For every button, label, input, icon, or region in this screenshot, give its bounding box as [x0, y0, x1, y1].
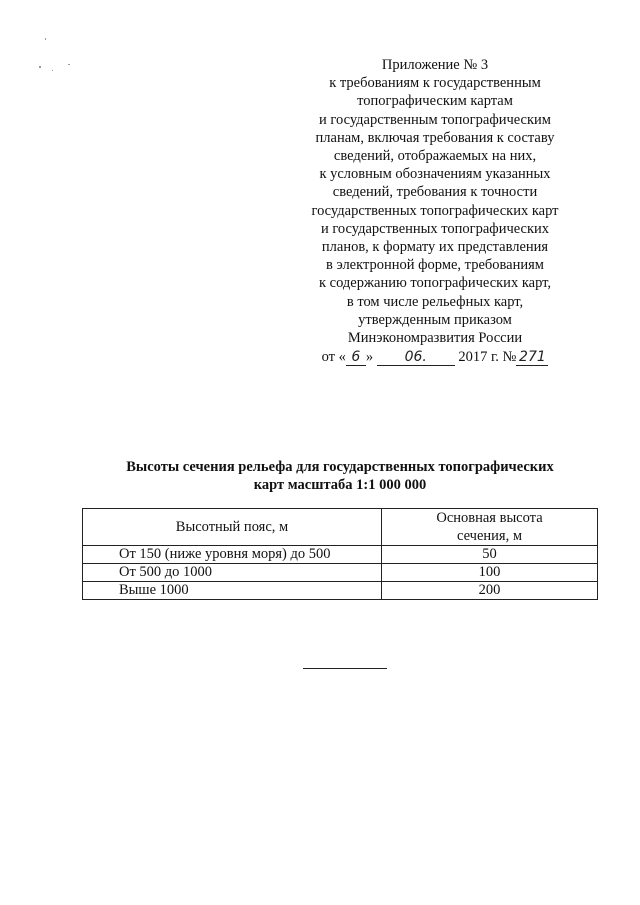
- header-zone: Высотный пояс, м: [83, 509, 382, 546]
- table-row: [83, 582, 598, 600]
- scan-speck: [52, 70, 53, 71]
- date-prefix: от «: [321, 349, 346, 366]
- table-title-line-2: карт масштаба 1:1 000 000: [253, 477, 427, 493]
- table-row: [83, 546, 598, 564]
- order-number: 271: [519, 349, 546, 366]
- order-date-line: [300, 348, 570, 366]
- appendix-line: топографическим картам: [357, 93, 513, 110]
- appendix-line: в том числе рельефных карт,: [346, 293, 524, 310]
- appendix-line: и государственных топографических: [320, 220, 550, 237]
- row-height: 200: [382, 582, 598, 600]
- date-month: 06.: [404, 349, 427, 366]
- appendix-line: к содержанию топографических карт,: [318, 275, 552, 292]
- header-height: [382, 509, 598, 546]
- end-divider: [303, 668, 387, 669]
- table-row: [83, 564, 598, 582]
- appendix-line: в электронной форме, требованиям: [326, 257, 544, 274]
- appendix-line: к условным обозначениям указанных: [319, 166, 551, 183]
- appendix-line: Минэкономразвития России: [347, 330, 523, 347]
- row-height: 50: [382, 546, 598, 564]
- appendix-line: к требованиям к государственным: [329, 75, 541, 92]
- row-zone: От 500 до 1000: [83, 564, 382, 582]
- row-zone: Выше 1000: [83, 582, 382, 600]
- header-height-line-2: сечения, м: [456, 528, 523, 544]
- date-month-field: [377, 350, 455, 366]
- row-zone: От 150 (ниже уровня моря) до 500: [83, 546, 382, 564]
- appendix-line: государственных топографических карт: [311, 202, 559, 219]
- date-day: 6: [351, 349, 361, 366]
- contour-interval-table: [82, 508, 598, 600]
- table-title: [80, 458, 600, 494]
- order-number-field: [516, 350, 548, 366]
- row-height: 100: [382, 564, 598, 582]
- date-day-field: [346, 350, 366, 366]
- appendix-line: планам, включая требования к составу: [315, 129, 555, 146]
- header-height-line-1: Основная высота: [436, 510, 543, 526]
- appendix-header: [300, 56, 570, 366]
- appendix-line: Приложение № 3: [381, 57, 489, 73]
- appendix-line: и государственным топографическим: [319, 111, 551, 128]
- appendix-line: планов, к формату их представления: [321, 239, 549, 256]
- scan-speck: [39, 66, 41, 68]
- appendix-line: сведений, требования к точности: [332, 184, 538, 201]
- appendix-line: сведений, отображаемых на них,: [333, 148, 537, 165]
- table-header-row: [83, 509, 598, 546]
- scan-speck: [68, 64, 70, 65]
- date-close-quote: »: [365, 349, 374, 366]
- date-year-text: 2017 г. №: [458, 349, 517, 366]
- appendix-line: утвержденным приказом: [358, 311, 512, 328]
- table-title-line-1: Высоты сечения рельефа для государственных топографических: [126, 459, 554, 475]
- scan-speck: [45, 38, 46, 40]
